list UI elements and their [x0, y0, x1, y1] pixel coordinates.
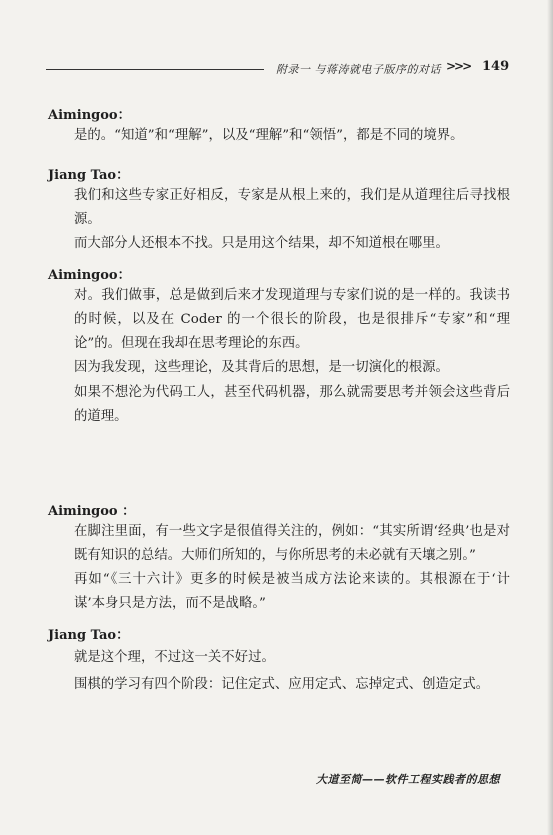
dialogue-paragraph: 再如“《三十六计》更多的时候是被当成方法论来读的。其根源在于‘计谋’本身只是方法，而不是战略。”	[74, 572, 510, 611]
speaker-label: Jiang Tao：	[48, 168, 130, 183]
speaker-label: Aimingoo：	[48, 108, 131, 123]
dialogue-paragraph: 而大部分人还根本不找。只是用这个结果，却不知道根在哪里。	[74, 236, 449, 251]
dialogue-paragraph: 是的。“知道”和“理解”，以及“理解”和“领悟”，都是不同的境界。	[74, 128, 464, 143]
running-footer-book-title: 大道至简——软件工程实践者的思想	[316, 773, 500, 786]
header-chapter-title: 附录一 与蒋涛就电子版序的对话	[276, 63, 441, 76]
running-header	[46, 58, 512, 80]
speaker-label: Aimingoo ：	[48, 504, 136, 519]
dialogue-paragraph: 围棋的学习有四个阶段：记住定式、应用定式、忘掉定式、创造定式。	[74, 677, 490, 692]
dialogue-paragraph: 对。我们做事，总是做到后来才发现道理与专家们说的是一样的。我读书的时候，以及在 Coder 的一个很长的阶段，也是很排斥“专家”和“理论”的。但现在我却在思考理论的东西。	[74, 288, 510, 351]
page-number: 149	[482, 59, 510, 74]
dialogue-paragraph: 就是这个理，不过这一关不好过。	[74, 650, 275, 665]
header-rule	[46, 69, 264, 70]
speaker-label: Aimingoo：	[48, 268, 131, 283]
dialogue-paragraph: 我们和这些专家正好相反，专家是从根上来的，我们是从道理往后寻找根源。	[74, 188, 510, 227]
dialogue-paragraph: 如果不想沦为代码工人，甚至代码机器，那么就需要思考并领会这些背后的道理。	[74, 385, 510, 424]
dialogue-paragraph: 因为我发现，这些理论，及其背后的思想，是一切演化的根源。	[74, 360, 449, 375]
page-edge-shadow	[547, 0, 553, 835]
speaker-label: Jiang Tao：	[48, 628, 130, 643]
dialogue-paragraph: 在脚注里面，有一些文字是很值得关注的，例如：“其实所谓‘经典’也是对既有知识的总结。大师们所知的，与你所思考的未必就有天壤之别。”	[74, 524, 510, 563]
header-arrow-glyphs: >>>	[446, 59, 471, 73]
